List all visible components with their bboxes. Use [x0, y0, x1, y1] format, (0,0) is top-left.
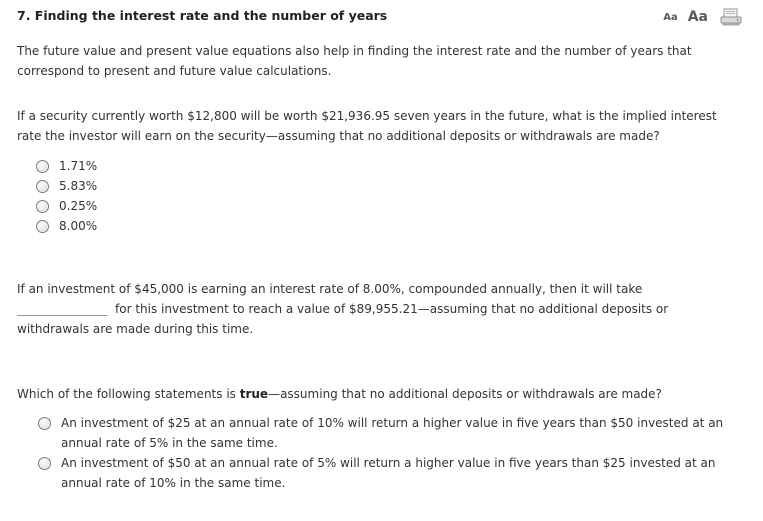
question-3-emphasis: true: [239, 387, 269, 401]
question-2-line-2: for this investment to reach a value of $89,955.21—assuming that no additional deposits or: [115, 302, 669, 316]
radio-button[interactable]: [36, 220, 49, 233]
q1-option-label: 0.25%: [59, 199, 98, 213]
radio-button[interactable]: [36, 160, 49, 173]
q1-option-2[interactable]: [36, 176, 97, 196]
question-3-text: [17, 384, 735, 404]
radio-button[interactable]: [36, 180, 49, 193]
q1-option-3[interactable]: [36, 196, 97, 216]
question-3-text-after: —assuming that no additional deposits or withdrawals are made?: [268, 387, 662, 401]
q1-option-4[interactable]: [36, 216, 97, 236]
q3-option-1[interactable]: [38, 413, 738, 453]
radio-button[interactable]: [38, 457, 51, 470]
question-1-options: [36, 156, 97, 236]
question-2-line-3: withdrawals are made during this time.: [17, 322, 254, 336]
question-1-text: If a security currently worth $12,800 will be worth $21,936.95 seven years in the future, what is the implied interest rate the investor will earn on the security—assuming that no additional deposits or withdrawals are made?: [17, 109, 717, 143]
q1-option-label: 8.00%: [59, 219, 98, 233]
radio-button[interactable]: [38, 417, 51, 430]
increase-font-button[interactable]: Aa: [687, 9, 708, 25]
question-3-options: [38, 413, 738, 493]
q1-option-label: 5.83%: [59, 179, 98, 193]
question-2-line-1: If an investment of $45,000 is earning an interest rate of 8.00%, compounded annually, then it will take: [17, 282, 643, 296]
header-tools: [663, 7, 742, 27]
intro-text: The future value and present value equations also help in finding the interest rate and the number of years that correspond to present and future value calculations.: [17, 44, 692, 78]
question-title: 7. Finding the interest rate and the number of years: [17, 8, 388, 23]
question-3-text-before: Which of the following statements is: [17, 387, 240, 401]
q3-option-2[interactable]: [38, 453, 738, 493]
print-icon[interactable]: [720, 8, 742, 26]
decrease-font-button[interactable]: Aa: [663, 11, 678, 23]
years-dropdown[interactable]: [17, 315, 107, 316]
q1-option-1[interactable]: [36, 156, 97, 176]
q1-option-label: 1.71%: [59, 159, 98, 173]
q3-option-label: An investment of $50 at an annual rate of 5% will return a higher value in five years than $25 invested at an annual rate of 10% in the same time.: [61, 456, 716, 490]
question-header: [17, 7, 742, 27]
q3-option-label: An investment of $25 at an annual rate of 10% will return a higher value in five years than $50 invested at an annual rate of 5% in the same time.: [61, 416, 724, 450]
radio-button[interactable]: [36, 200, 49, 213]
